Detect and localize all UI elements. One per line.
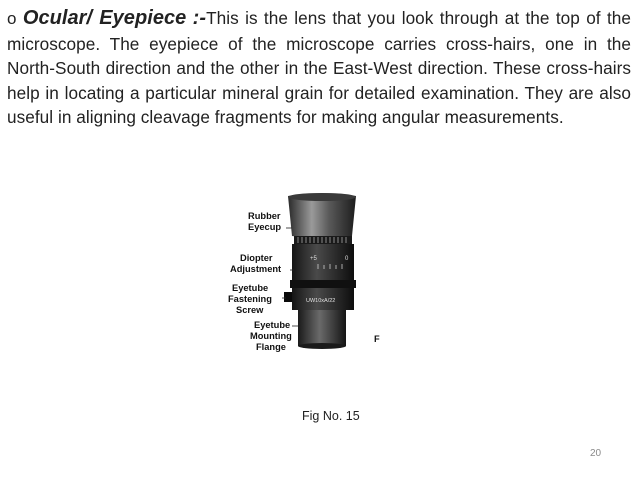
mounting-flange-shape <box>298 310 346 346</box>
eyecup-rim <box>288 193 356 201</box>
label-mounting: Mounting <box>250 331 292 341</box>
diopter-scale-zero: 0 <box>345 256 349 262</box>
label-eyetube-1: Eyetube <box>232 283 269 293</box>
label-diopter: Diopter <box>240 253 273 263</box>
label-screw: Screw <box>236 305 264 315</box>
label-eyetube-2: Eyetube <box>254 320 291 330</box>
label-fastening: Fastening <box>228 294 272 304</box>
label-eyecup: Eyecup <box>248 222 282 232</box>
ocular-paragraph <box>7 6 631 130</box>
bullet-marker: o <box>7 9 17 28</box>
page-number: 20 <box>590 448 602 459</box>
paragraph-body: This is the lens that you look through at the top of the microscope. The eyepiece of the microscope carries cross-hairs, one in the North-South direction and the other in the East-West direction. These cross-hairs help in locating a particular mineral grain for detailed examination. They are also useful in aligning cleavage fragments for making angular measurements. <box>7 8 631 128</box>
term-separator: :- <box>192 7 207 29</box>
eyepiece-figure <box>226 188 386 360</box>
diopter-ring-top <box>294 236 352 244</box>
barrel-text: UW10xA/22 <box>306 298 336 304</box>
label-flange: Flange <box>256 342 286 352</box>
label-rubber: Rubber <box>248 211 281 221</box>
edge-mark: F <box>374 334 380 344</box>
flange-bottom <box>298 343 346 349</box>
term-heading: Ocular/ Eyepiece <box>22 7 187 29</box>
fastening-screw <box>284 292 292 302</box>
label-adjustment: Adjustment <box>230 264 282 274</box>
fastening-band <box>290 280 356 288</box>
diopter-scale-text: +5 <box>310 256 317 262</box>
figure-caption: Fig No. 15 <box>302 409 360 423</box>
eyepiece-diagram <box>226 188 386 360</box>
diopter-scale-band <box>292 244 354 280</box>
